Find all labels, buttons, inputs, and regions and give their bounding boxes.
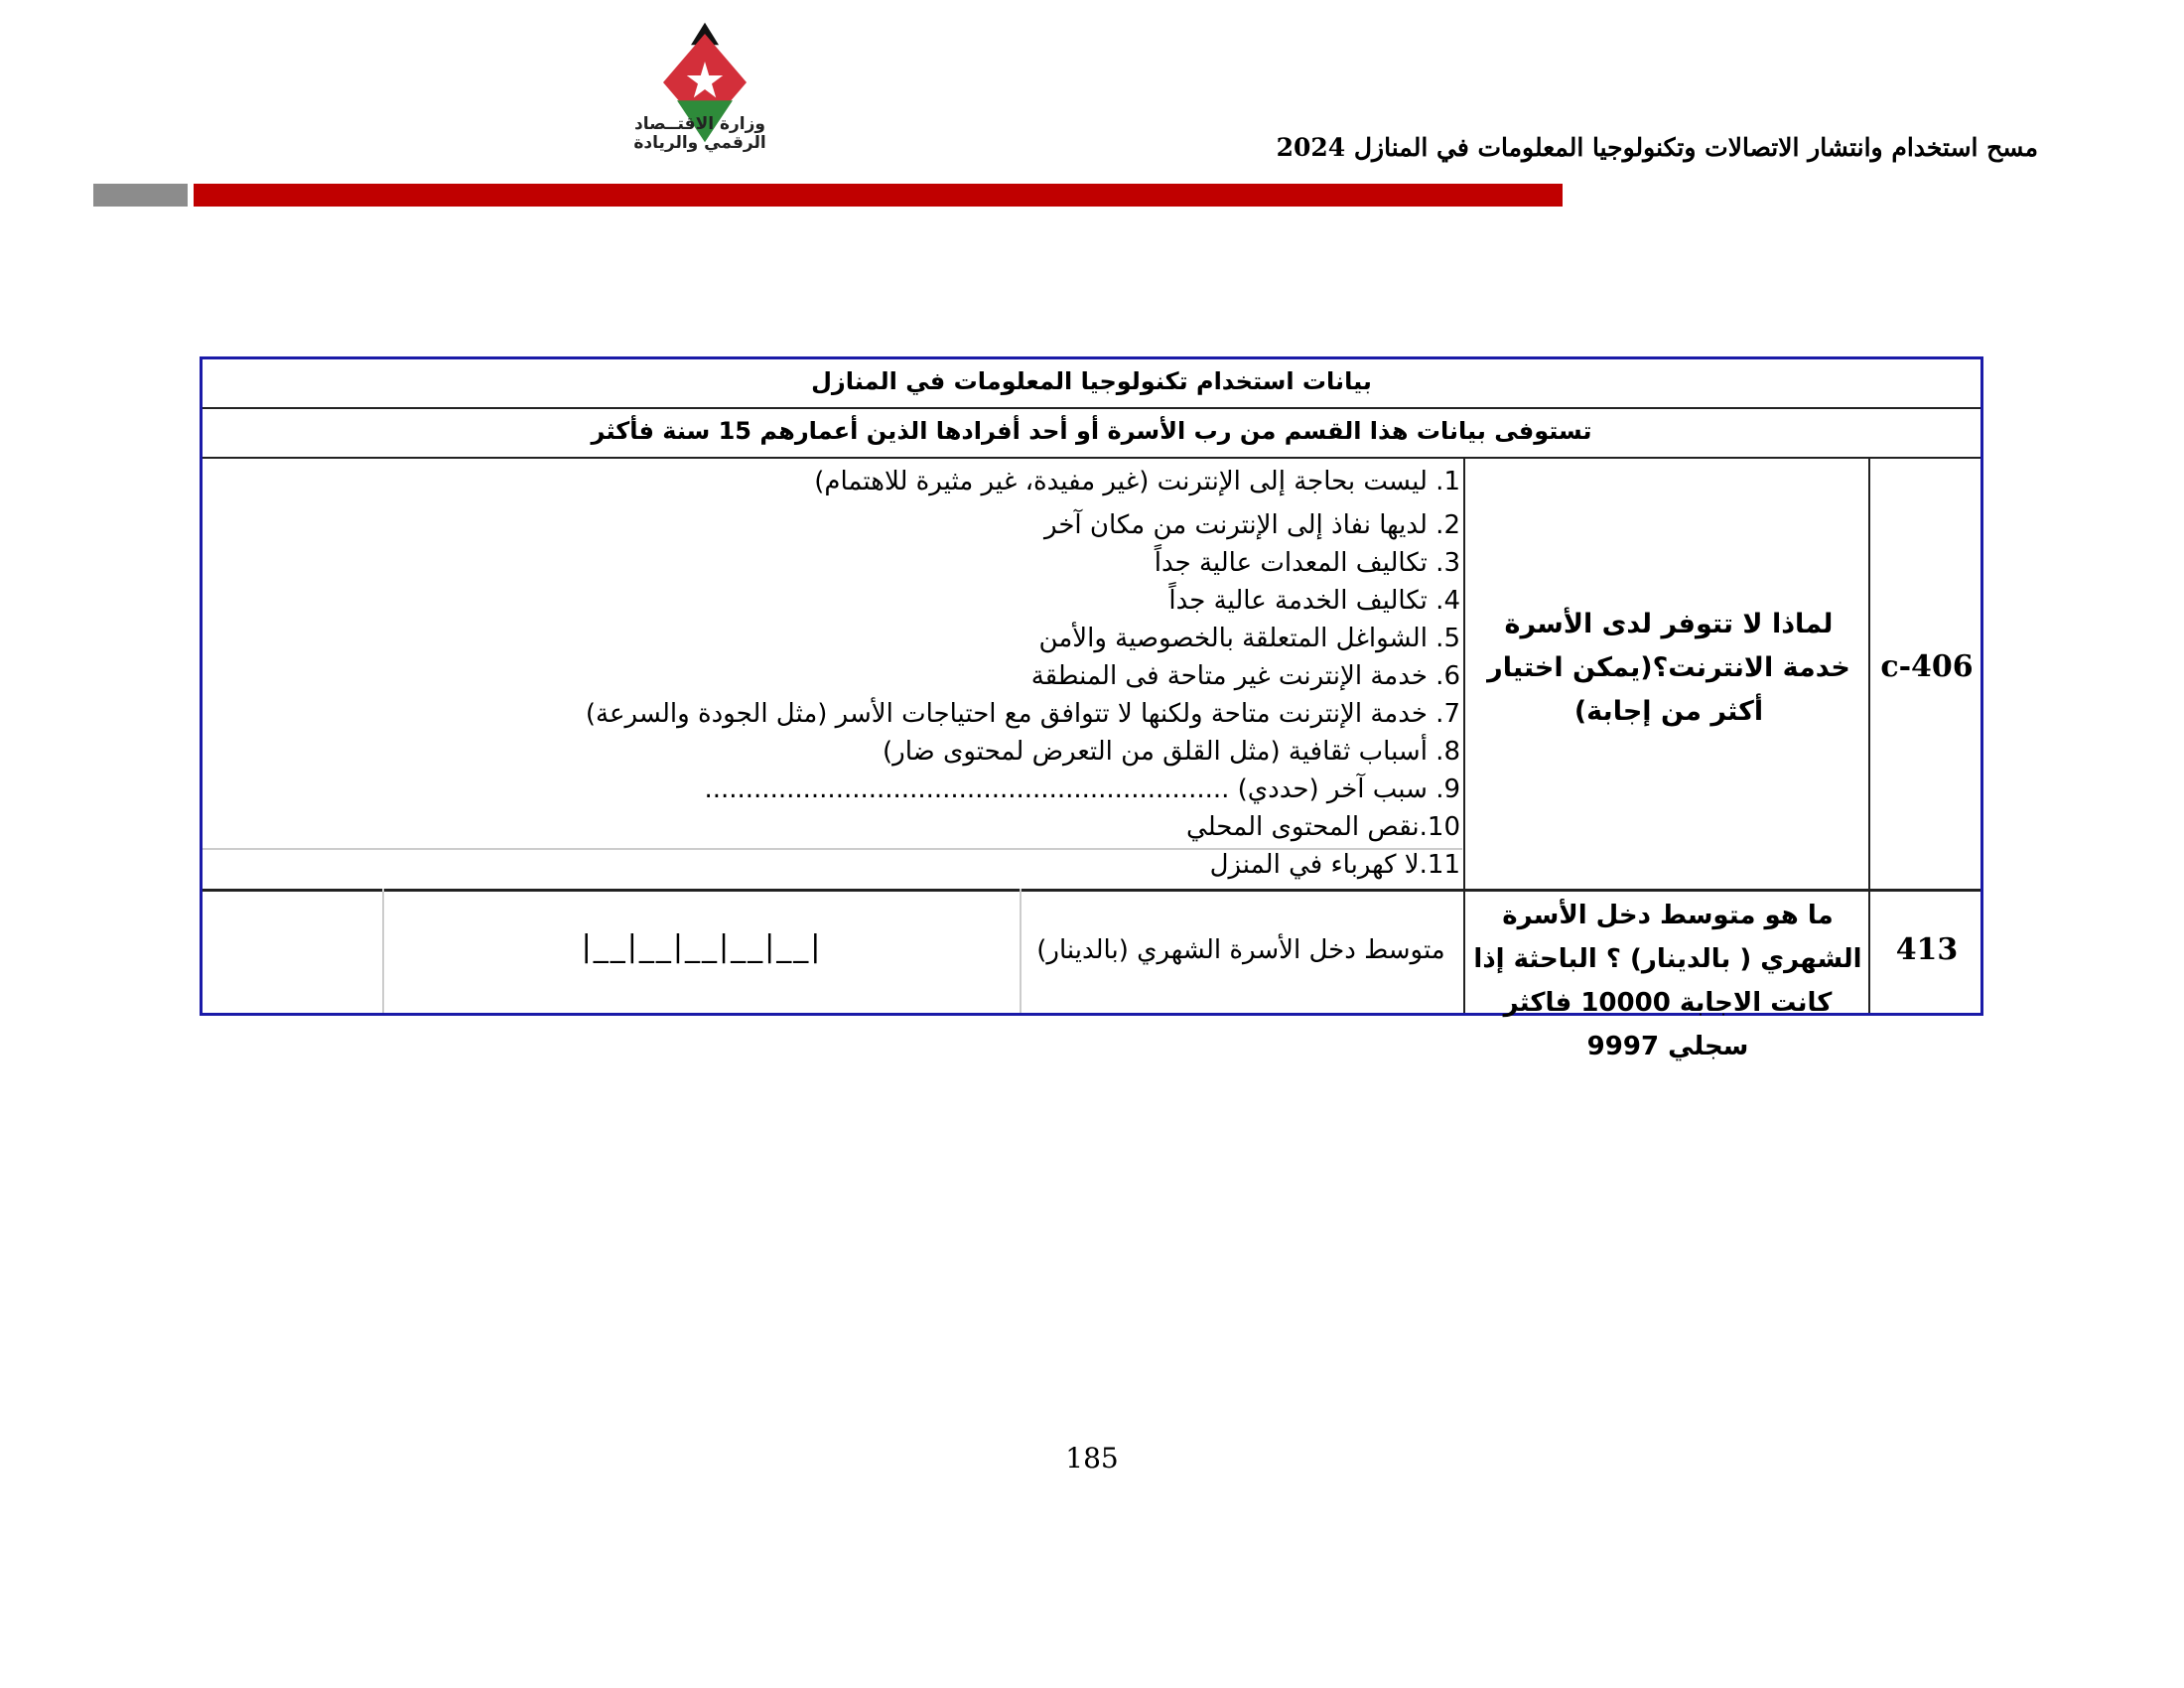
option-item[interactable]: 4. تكاليف الخدمة عالية جداً [1168,586,1460,616]
option-item[interactable]: 8. أسباب ثقافية (مثل القلق من التعرض لمحتوى ضار) [883,737,1460,767]
survey-table [200,356,1983,1061]
option-item[interactable]: 3. تكاليف المعدات عالية جداً [1154,548,1460,578]
answer-options [586,463,1460,884]
question-text: ما هو متوسط دخل الأسرة الشهري ( بالدينار) ؟ الباحثة إذا كانت الاجابة 10000 فاكثر سجلي 9997 [1473,901,1862,1061]
red-header-bar [194,184,1563,207]
option-item[interactable]: 5. الشواغل المتعلقة بالخصوصية والأمن [1038,624,1460,653]
option-item[interactable]: 11.لا كهرباء في المنزل [1209,850,1460,880]
option-item[interactable]: 7. خدمة الإنترنت متاحة ولكنها لا تتوافق مع احتياجات الأسر (مثل الجودة والسرعة) [585,699,1460,729]
section-title: بيانات استخدام تكنولوجيا المعلومات في المنازل [811,367,1372,395]
logo-text-line: الرقمي والريادة [633,133,766,153]
income-label: متوسط دخل الأسرة الشهري (بالدينار) [1036,935,1445,965]
question-code: 413 [1895,932,1959,967]
section-note: تستوفى بيانات هذا القسم من رب الأسرة أو أحد أفرادها الذين أعمارهم 15 سنة فأكثر [591,417,1592,445]
option-item[interactable]: 2. لديها نفاذ إلى الإنترنت من مكان آخر [1044,510,1460,540]
logo-text [625,115,774,153]
option-item[interactable]: 9. سبب آخر (حددي) ................................................................ [704,774,1460,804]
document-title: مسح استخدام وانتشار الاتصالات وتكنولوجيا المعلومات في المنازل 2024 [1276,133,2038,162]
option-item[interactable]: 6. خدمة الإنترنت غير متاحة فى المنطقة [1030,661,1460,691]
income-answer-boxes[interactable]: |__|__|__|__|__| [581,929,823,964]
grey-header-bar [93,184,188,207]
question-code: 406-c [1880,649,1974,684]
question-text: لماذا لا تتوفر لدى الأسرة خدمة الانترنت؟(يمكن اختيار أكثر من إجابة) [1487,609,1850,727]
logo-text-line: وزارة الاقتــصاد [634,114,765,134]
option-item[interactable]: 1. ليست بحاجة إلى الإنترنت (غير مفيدة، غير مثيرة للاهتمام) [814,467,1460,496]
option-item[interactable]: 10.نقص المحتوى المحلي [1186,812,1460,842]
page-number: 185 [1065,1442,1119,1475]
